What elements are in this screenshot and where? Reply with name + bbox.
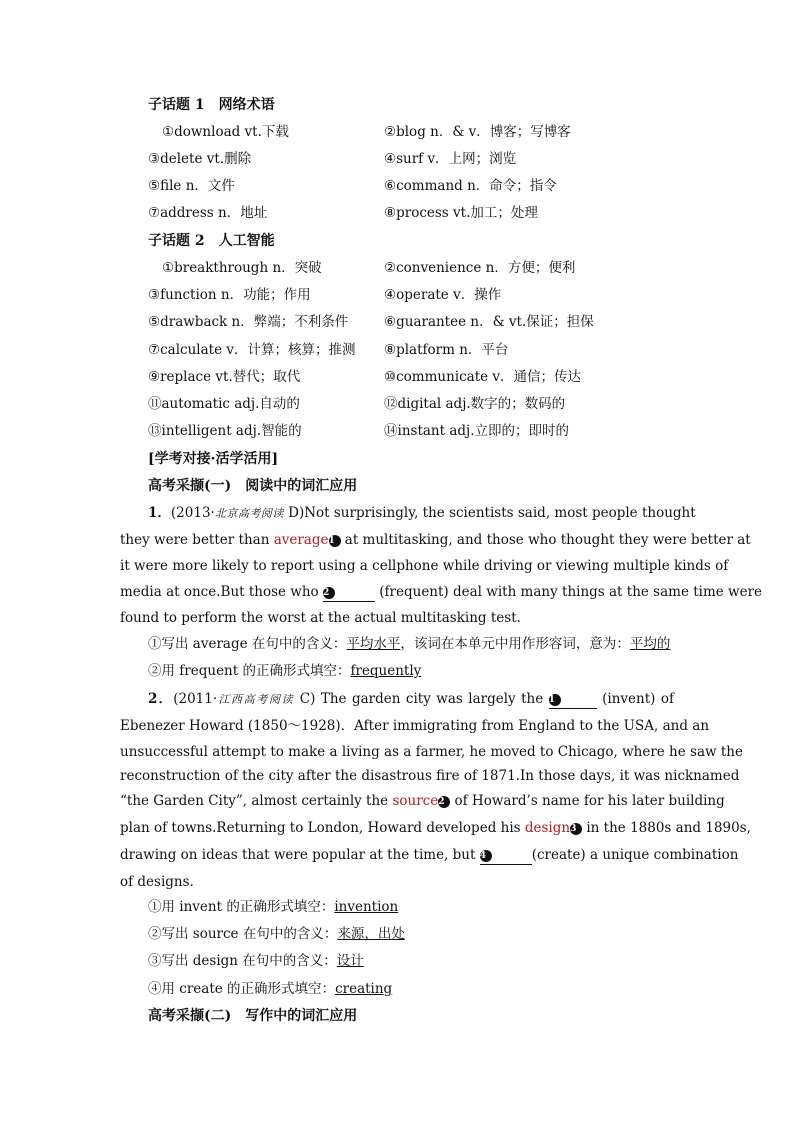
q1-line: it were more likely to report using a cellphone while driving or viewing multiple kinds of — [120, 558, 729, 574]
vocab-item: ④operate v．操作 — [384, 287, 502, 303]
q2-text: (create) a unique combination — [531, 847, 739, 863]
q2-text: plan of towns.Returning to London, Howard developed his — [120, 820, 525, 836]
q1-line: found to perform the worst at the actual multitasking test. — [120, 610, 521, 626]
vocab-item: ⑧platform n．平台 — [384, 342, 509, 358]
q2-answer-4 — [148, 980, 392, 998]
highlight-word: average — [273, 532, 329, 548]
vocab-item: ③function n．功能；作用 — [148, 287, 311, 303]
answer-text: 来源，出处 — [337, 926, 405, 942]
vocab-item: ③delete vt.删除 — [148, 151, 252, 167]
vocab-item: ④surf v．上网；浏览 — [384, 151, 517, 167]
q2-line — [120, 819, 751, 837]
q1-number: 1． — [148, 505, 171, 521]
q2-number: 2． — [148, 691, 174, 707]
mark-number: 1 — [549, 694, 561, 706]
q2-line: reconstruction of the city after the disastrous fire of 1871.In those days, it was nicknamed — [120, 768, 740, 784]
answer-prompt: ，该词在本单元中用作形容词，意为： — [400, 636, 630, 652]
q1-text: media at once.But those who — [120, 584, 323, 600]
q2-text: C) The garden city was largely the — [294, 691, 549, 707]
q2-answer-2 — [148, 925, 405, 943]
answer-text: 设计 — [336, 953, 364, 969]
mark-number: 2 — [323, 587, 335, 599]
highlight-word: source — [392, 793, 439, 809]
q2-answer-1 — [148, 898, 398, 916]
vocab-item: ⑭instant adj.立即的；即时的 — [384, 423, 569, 439]
q2-line: of designs. — [120, 874, 194, 890]
q1-line — [120, 583, 763, 602]
answer-prompt: ②写出 source 在句中的含义： — [148, 926, 338, 942]
q1-text: they were better than — [120, 532, 274, 548]
q1-text: D)Not surprisingly, the scientists said, most people thought — [283, 505, 696, 521]
vocab-item: ②convenience n．方便；便利 — [384, 260, 576, 276]
vocab-item: ⑥command n．命令；指令 — [384, 178, 557, 194]
q1-answer-2 — [148, 662, 421, 680]
vocab-item: ⑤drawback n．弊端；不利条件 — [148, 314, 349, 330]
answer-blank — [323, 583, 375, 602]
vocab-item: ⑬intelligent adj.智能的 — [148, 423, 302, 439]
q1-text: (frequent) deal with many things at the same time were — [374, 584, 763, 600]
q2-text: “the Garden City”, almost certainly the — [120, 793, 393, 809]
topic1-heading: 子话题 1 网络术语 — [148, 97, 275, 113]
section-subtitle-reading: 高考采撷(一) 阅读中的词汇应用 — [148, 478, 358, 494]
highlight-word: design — [524, 820, 571, 836]
vocab-item: ⑥guarantee n．& vt.保证；担保 — [384, 314, 594, 330]
mark-number: 1 — [329, 535, 341, 547]
vocab-item: ⑨replace vt.替代；取代 — [148, 369, 301, 385]
q1-text: at multitasking, and those who thought they were better at — [340, 532, 751, 548]
answer-blank — [480, 846, 532, 865]
q2-line — [120, 690, 674, 709]
vocab-item: ⑦calculate v．计算；核算；推测 — [148, 342, 356, 358]
q2-text: in the 1880s and 1890s, — [582, 820, 751, 836]
q2-text: of Howard’s name for his later building — [450, 793, 725, 809]
q2-line — [120, 846, 739, 865]
vocab-item: ①breakthrough n．突破 — [162, 260, 322, 276]
answer-prompt: ②用 frequent 的正确形式填空： — [148, 663, 351, 679]
answer-prompt: ①写出 average 在句中的含义： — [148, 636, 347, 652]
answer-text: 平均水平 — [346, 636, 401, 652]
q2-text: drawing on ideas that were popular at the time, but — [120, 847, 480, 863]
q2-line — [120, 792, 725, 810]
answer-prompt: ④用 create 的正确形式填空： — [148, 981, 336, 997]
answer-text: frequently — [350, 663, 422, 679]
vocab-item: ①download vt.下载 — [162, 124, 289, 140]
q2-line: unsuccessful attempt to make a living as a farmer, he moved to Chicago, where he saw the — [120, 744, 743, 760]
q1-answer-1 — [148, 635, 670, 653]
q2-text: (invent) of — [596, 691, 674, 707]
vocab-item: ⑧process vt.加工；处理 — [384, 205, 538, 221]
mark-number: 2 — [438, 796, 450, 808]
q1-source: 北京高考阅读 — [214, 507, 284, 520]
q1-line — [120, 504, 696, 523]
answer-text: invention — [334, 899, 399, 915]
answer-prompt: ③写出 design 在句中的含义： — [148, 953, 337, 969]
q2-source: 江西高考阅读 — [217, 693, 295, 706]
section-title: [学考对接·活学活用] — [148, 451, 279, 467]
mark-number: 3 — [570, 823, 582, 835]
answer-prompt: ①用 invent 的正确形式填空： — [148, 899, 335, 915]
vocab-item: ②blog n．& v．博客；写博客 — [384, 124, 571, 140]
answer-text: 平均的 — [629, 636, 671, 652]
topic2-heading: 子话题 2 人工智能 — [148, 233, 275, 249]
vocab-item: ⑫digital adj.数字的；数码的 — [384, 396, 566, 412]
q1-line — [120, 531, 751, 549]
section-subtitle-writing: 高考采撷(二) 写作中的词汇应用 — [148, 1008, 358, 1024]
q2-source-open: (2011· — [173, 691, 218, 707]
mark-number: 4 — [480, 850, 492, 862]
answer-blank — [549, 690, 597, 709]
answer-text: creating — [335, 981, 393, 997]
q1-source-open: (2013· — [170, 505, 215, 521]
q2-line: Ebenezer Howard (1850～1928)．After immigrating from England to the USA, and an — [120, 718, 710, 734]
vocab-item: ⑦address n．地址 — [148, 205, 268, 221]
q2-answer-3 — [148, 952, 364, 970]
vocab-item: ⑤file n．文件 — [148, 178, 235, 194]
vocab-item: ⑩communicate v．通信；传达 — [384, 369, 582, 385]
vocab-item: ⑪automatic adj.自动的 — [148, 396, 300, 412]
